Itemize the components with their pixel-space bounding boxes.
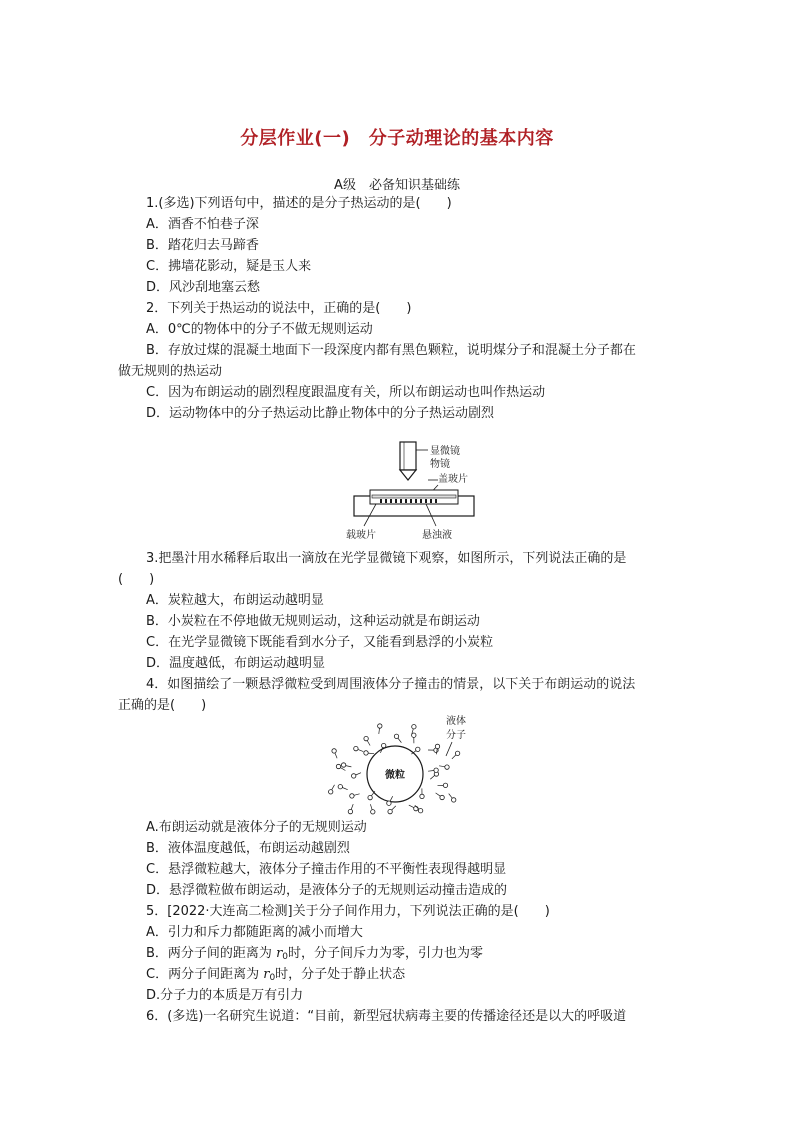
molecule-motion-line — [367, 741, 370, 746]
molecule-motion-line — [351, 804, 353, 809]
molecule-motion-line — [379, 728, 380, 734]
liquid-molecule — [332, 749, 336, 753]
suspension-label: 悬浊液 — [422, 530, 452, 541]
question-1-option-d: D．风沙刮地塞云愁 — [146, 280, 261, 295]
question-5-option-d: D.分子力的本质是万有引力 — [146, 988, 304, 1003]
objective-tip — [400, 470, 416, 480]
question-2-stem: 2．下列关于热运动的说法中，正确的是( ) — [146, 301, 412, 316]
question-2-option-c: C．因为布朗运动的剧烈程度跟温度有关，所以布朗运动也叫作热运动 — [146, 385, 546, 400]
question-5-option-c: C．两分子间距离为 $r_0$时，分子处于静止状态 — [146, 967, 406, 983]
molecule-motion-line — [439, 766, 445, 767]
liquid-molecule — [416, 747, 420, 751]
molecule-motion-line — [368, 753, 374, 754]
liquid-molecule — [352, 774, 356, 778]
liquid-molecule — [371, 810, 375, 814]
liquid-molecule — [348, 809, 352, 813]
liquid-molecule — [434, 768, 438, 772]
microscope-label: 显微镜 — [430, 446, 460, 457]
molecule-motion-line — [358, 749, 363, 751]
molecule-motion-line — [332, 785, 335, 790]
liquid-molecule — [443, 783, 447, 787]
molecule-motion-line — [430, 775, 434, 779]
liquid-molecule — [364, 736, 368, 740]
slide-label: 载玻片 — [346, 530, 376, 541]
liquid-molecule — [435, 744, 439, 748]
question-5-option-b: B．两分子间的距离为 $r_0$时，分子间斥力为零，引力也为零 — [146, 946, 484, 962]
question-3-option-d: D．温度越低，布朗运动越明显 — [146, 656, 326, 671]
question-4-option-a: A.布朗运动就是液体分子的无规则运动 — [146, 820, 367, 835]
liquid-molecule — [354, 746, 358, 750]
question-4-option-b: B．液体温度越低，布朗运动越剧烈 — [146, 841, 350, 856]
question-3-stem: 3.把墨汁用水稀释后取出一滴放在光学显微镜下观察，如图所示，下列说法正确的是 — [146, 551, 627, 566]
liquid-molecule — [341, 763, 345, 767]
liquid-molecule — [388, 809, 392, 813]
question-5-option-a: A．引力和斥力都随距离的减小而增大 — [146, 925, 363, 940]
liquid-molecule — [445, 765, 449, 769]
liquid-molecule — [338, 785, 342, 789]
liquid-molecule — [368, 795, 372, 799]
question-1-option-a: A．酒香不怕巷子深 — [146, 217, 259, 232]
liquid-molecule — [378, 724, 382, 728]
question-6-stem: 6．(多选)一名研究生说道：“目前，新型冠状病毒主要的传播途径还是以大的呼吸道 — [146, 1009, 627, 1024]
microscope-figure — [340, 440, 490, 546]
question-4-option-d: D．悬浮微粒做布朗运动，是液体分子的无规则运动撞击造成的 — [146, 883, 508, 898]
question-3-stem-continued: ( ) — [118, 572, 155, 587]
particle-label: 微粒 — [385, 770, 405, 781]
molecule-motion-line — [342, 788, 347, 790]
liquid-molecule — [418, 809, 422, 813]
molecule-motion-line — [335, 753, 337, 758]
question-2-option-b: B．存放过煤的混凝土地面下一段深度内都有黑色颗粒，说明煤分子和混凝土分子都在 — [146, 343, 636, 358]
liquid-molecule — [350, 794, 354, 798]
molecule-motion-line — [409, 805, 414, 808]
question-2-option-d: D．运动物体中的分子热运动比静止物体中的分子热运动剧烈 — [146, 406, 495, 421]
objective-label: 物镜 — [430, 459, 450, 470]
coverslip-label: 盖玻片 — [438, 474, 468, 485]
question-4-stem: 4．如图描绘了一颗悬浮微粒受到周围液体分子撞击的情景，以下关于布朗运动的说法 — [146, 677, 636, 692]
molecule-motion-line — [392, 806, 396, 810]
molecule-motion-line — [346, 766, 352, 767]
molecule-motion-line — [428, 771, 434, 772]
liquid-molecule — [420, 794, 424, 798]
liquid-molecule — [364, 751, 368, 755]
liquid-molecule — [382, 743, 386, 747]
question-1-option-c: C．拂墙花影动，疑是玉人来 — [146, 259, 312, 274]
molecule-motion-line — [356, 773, 361, 775]
question-1-option-b: B．踏花归去马蹄香 — [146, 238, 259, 253]
liquid-molecule — [455, 751, 459, 755]
section-heading: A级 必备知识基础练 — [334, 178, 460, 193]
liquid-molecule — [414, 806, 418, 810]
question-4-stem-continued: 正确的是( ) — [118, 698, 207, 713]
molecule-motion-line — [370, 804, 372, 810]
question-3-option-a: A．炭粒越大，布朗运动越明显 — [146, 593, 324, 608]
liquid-molecule — [329, 790, 333, 794]
molecule-motion-line — [354, 794, 360, 796]
question-5-stem: 5．[2022·大连高二检测]关于分子间作用力，下列说法正确的是( ) — [146, 904, 550, 919]
molecule-motion-line — [452, 755, 456, 759]
molecule-motion-line — [398, 738, 402, 743]
particle-collision-figure — [322, 712, 482, 816]
page-title: 分层作业(一) 分子动理论的基本内容 — [240, 128, 554, 149]
r0-symbol: r — [276, 946, 283, 961]
question-3-option-b: B．小炭粒在不停地做无规则运动，这种运动就是布朗运动 — [146, 614, 480, 629]
question-2-option-a: A．0℃的物体中的分子不做无规则运动 — [146, 322, 373, 337]
molecule-motion-line — [436, 793, 441, 796]
liquid-molecule — [412, 725, 416, 729]
question-4-option-c: C．悬浮微粒越大，液体分子撞击作用的不平衡性表现得越明显 — [146, 862, 507, 877]
molecule-label: 分子 — [446, 730, 466, 741]
liquid-molecule — [387, 801, 391, 805]
question-2-option-b-continued: 做无规则的热运动 — [118, 364, 223, 379]
molecule-motion-line — [449, 794, 453, 799]
liquid-molecule — [452, 798, 456, 802]
r0-symbol: r — [263, 967, 270, 982]
liquid-molecule — [394, 734, 398, 738]
liquid-label: 液体 — [446, 716, 466, 727]
objective-lens — [400, 442, 416, 470]
molecule-motion-line — [340, 768, 345, 771]
question-3-option-c: C．在光学显微镜下既能看到水分子，又能看到悬浮的小炭粒 — [146, 635, 494, 650]
liquid-molecule — [336, 764, 340, 768]
question-1-stem: 1.(多选)下列语句中，描述的是分子热运动的是( ) — [146, 196, 452, 211]
liquid-molecule — [440, 795, 444, 799]
coverslip — [372, 495, 456, 498]
